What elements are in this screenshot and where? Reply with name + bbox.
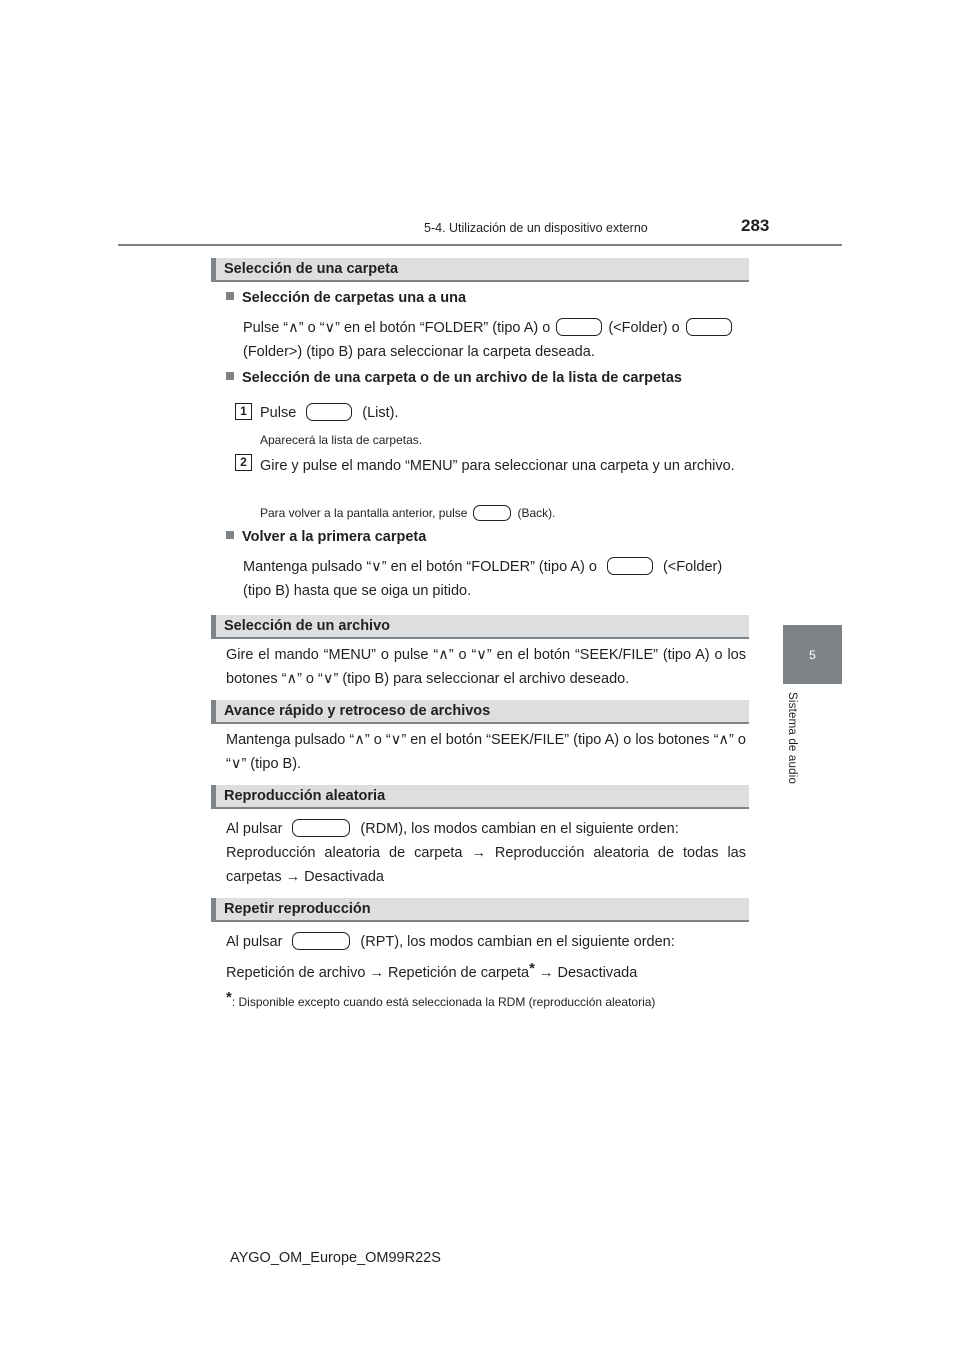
step-number-2: 2 <box>235 454 252 471</box>
chapter-label: Sistema de audio <box>786 692 798 785</box>
list-button-icon <box>306 403 352 421</box>
header-section-title: 5-4. Utilización de un dispositivo externo <box>424 221 648 235</box>
step-2-text: Gire y pulse el mando “MENU” para seleccionar una carpeta y un archivo. <box>260 458 735 474</box>
folder-forward-button-icon <box>686 318 732 336</box>
section-header-folder-select: Selección de una carpeta <box>211 258 749 282</box>
section-header-file-select: Selección de un archivo <box>211 615 749 639</box>
random-text: Al pulsar (RDM), los modos cambian en el siguiente orden: <box>226 821 679 837</box>
section-header-repeat: Repetir reproducción <box>211 898 749 922</box>
folder-back-button-icon-2 <box>607 557 653 575</box>
page-number: 283 <box>741 216 770 235</box>
step-1-text: Pulse (List). <box>260 405 399 421</box>
step-2-note: Para volver a la pantalla anterior, pulse (Back). <box>260 506 556 520</box>
step-number-1: 1 <box>235 403 252 420</box>
section-header-fast-forward: Avance rápido y retroceso de archivos <box>211 700 749 724</box>
section-header-random: Reproducción aleatoria <box>211 785 749 809</box>
repeat-order-text: Repetición de archivo → Repetición de carpeta* → Desactivada <box>226 960 638 981</box>
back-button-icon <box>473 505 511 521</box>
first-folder-text: Mantenga pulsado “∨” en el botón “FOLDER” (tipo A) o (<Folder) (tipo B) hasta que se oiga un pitido. <box>243 559 723 599</box>
folder-back-button-icon <box>556 318 602 336</box>
step-1-note: Aparecerá la lista de carpetas. <box>260 433 423 447</box>
repeat-text: Al pulsar (RPT), los modos cambian en el siguiente orden: <box>226 934 675 950</box>
rpt-button-icon <box>292 932 350 950</box>
random-order-text: Reproducción aleatoria de carpeta → Reproducción aleatoria de todas las carpetas → Desactivada <box>226 845 746 885</box>
subheading-folder-one-by-one: Selección de carpetas una a una <box>226 290 466 306</box>
chapter-tab <box>783 625 842 684</box>
document-id: AYGO_OM_Europe_OM99R22S <box>230 1250 441 1266</box>
file-select-text: Gire el mando “MENU” o pulse “∧” o “∨” en el botón “SEEK/FILE” (tipo A) o los botones “∧” o “∨” (tipo B) para seleccionar el archivo deseado. <box>226 647 746 687</box>
chapter-number: 5 <box>809 647 816 662</box>
repeat-footnote: *: Disponible excepto cuando está seleccionada la RDM (reproducción aleatoria) <box>226 989 656 1009</box>
rdm-button-icon <box>292 819 350 837</box>
fast-forward-text: Mantenga pulsado “∧” o “∨” en el botón “SEEK/FILE” (tipo A) o los botones “∧” o “∨” (tipo B). <box>226 732 746 772</box>
header-rule <box>118 244 842 246</box>
folder-one-by-one-text: Pulse “∧” o “∨” en el botón “FOLDER” (tipo A) o (<Folder) o (Folder>) (tipo B) para seleccionar la carpeta deseada. <box>243 316 749 364</box>
subheading-folder-list: Selección de una carpeta o de un archivo de la lista de carpetas <box>226 370 682 386</box>
subheading-first-folder: Volver a la primera carpeta <box>226 529 426 545</box>
